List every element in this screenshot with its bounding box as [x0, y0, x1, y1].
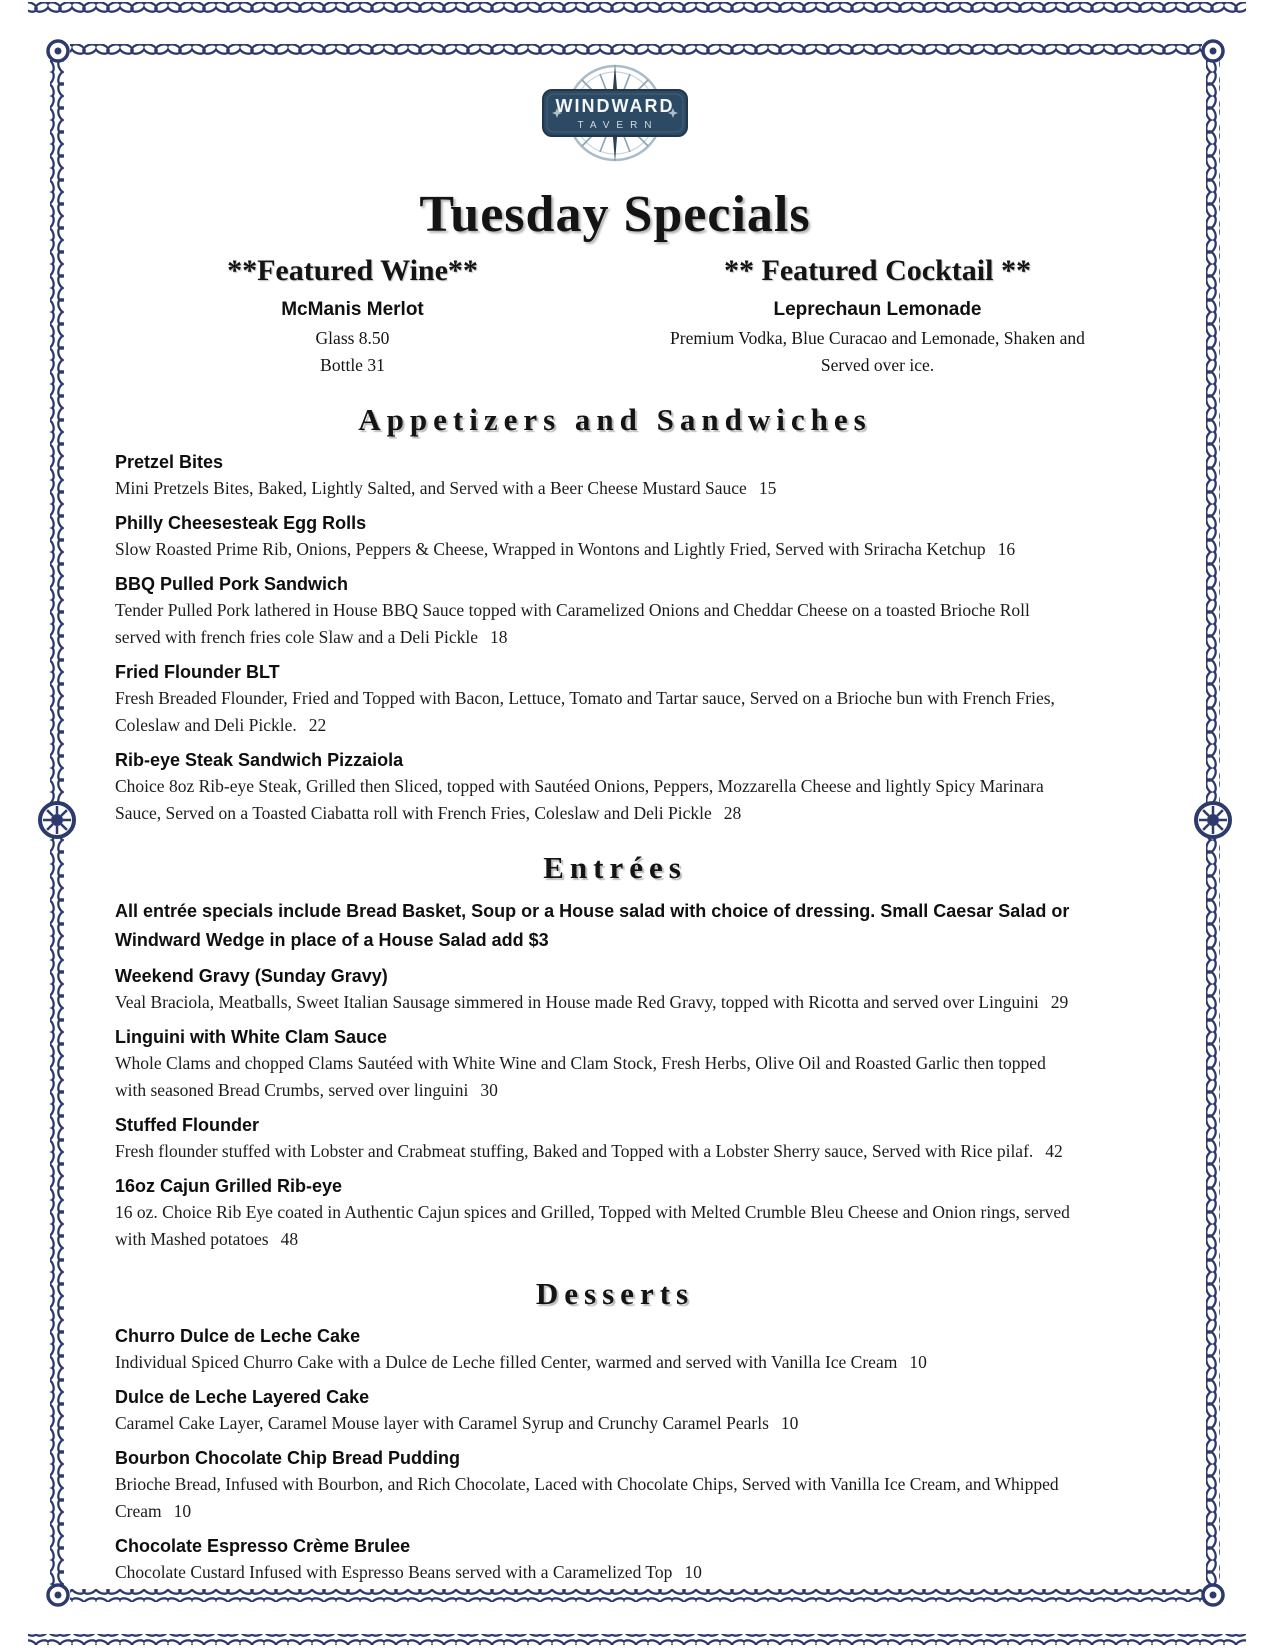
menu-item-desc [115, 800, 1134, 827]
desserts-items [90, 1324, 1140, 1586]
menu-item-price: 42 [1045, 1141, 1063, 1161]
ship-wheel-icon-right [1196, 803, 1230, 837]
menu-item-desc [115, 1498, 1134, 1525]
menu-item-price: 10 [684, 1562, 702, 1582]
frame-bottom-rope [70, 1589, 1202, 1602]
featured-wine-heading: **Featured Wine** [227, 254, 478, 287]
desc-text: Fresh flounder stuffed with Lobster and Crabmeat stuffing, Baked and Topped with a Lobster Sherry sauce, Served with Rice pilaf. [115, 1141, 1034, 1161]
menu-item-name: Churro Dulce de Leche Cake [115, 1326, 361, 1346]
menu-item-name: Fried Flounder BLT [115, 662, 280, 682]
corner-ring-top-left [48, 41, 68, 61]
menu-item-desc [115, 1199, 1134, 1226]
menu-item-desc [115, 1138, 1134, 1165]
menu-item-price: 10 [173, 1501, 192, 1521]
menu-item [115, 1324, 1134, 1376]
menu-item-name: 16oz Cajun Grilled Rib-eye [115, 1176, 343, 1196]
menu-item-price: 48 [280, 1229, 299, 1249]
section-heading-entrees: Entrées [543, 850, 687, 885]
entrees-note-line: Windward Wedge in place of a House Salad add $3 [115, 930, 549, 950]
desc-text: with seasoned Bread Crumbs, served over linguini [115, 1080, 469, 1100]
menu-item [115, 1385, 1134, 1437]
desc-text: Coleslaw and Deli Pickle. [115, 715, 297, 735]
menu-item-desc [115, 536, 1134, 563]
featured-wine-glass-price: Glass 8.50 [315, 328, 390, 348]
menu-item-price: 10 [780, 1413, 799, 1433]
bottom-edge-rope [28, 1634, 1246, 1645]
menu-item [115, 1113, 1134, 1165]
menu-item [115, 572, 1134, 651]
menu-item-desc [115, 1559, 1134, 1586]
desc-text: Slow Roasted Prime Rib, Onions, Peppers & Cheese, Wrapped in Wontons and Lightly Fried, Served with Sriracha Ketchup [115, 539, 986, 559]
windward-tavern-logo [530, 50, 700, 185]
menu-item [115, 964, 1134, 1016]
top-edge-rope [28, 2, 1246, 13]
menu-item-price: 15 [758, 478, 777, 498]
featured-wine-name: McManis Merlot [281, 299, 424, 320]
featured-cocktail-heading: ** Featured Cocktail ** [724, 254, 1031, 287]
section-heading-desserts: Desserts [535, 1276, 695, 1311]
menu-item-desc [115, 1050, 1134, 1077]
desc-text: with Mashed potatoes [115, 1229, 269, 1249]
menu-item-name: BBQ Pulled Pork Sandwich [115, 574, 349, 594]
menu-item-price: 10 [909, 1352, 927, 1372]
section-heading-appetizers: Appetizers and Sandwiches [358, 402, 872, 437]
desc-text: Fresh Breaded Flounder, Fried and Topped with Bacon, Lettuce, Tomato and Tartar sauce, Served on a Brioche bun with French Fries, [115, 688, 1055, 708]
menu-item [115, 660, 1134, 739]
featured-wine-bottle-price: Bottle 31 [320, 355, 385, 375]
menu-item [115, 1446, 1134, 1525]
featured-cocktail-desc-line: Served over ice. [820, 355, 935, 375]
menu-item-desc [115, 1226, 1134, 1253]
desc-text: Tender Pulled Pork lathered in House BBQ Sauce topped with Caramelized Onions and Cheddar Cheese on a toasted Brioche Roll [115, 600, 1030, 620]
menu-item-name: Linguini with White Clam Sauce [115, 1027, 388, 1047]
desc-text: Caramel Cake Layer, Caramel Mouse layer with Caramel Syrup and Crunchy Caramel Pearls [115, 1413, 769, 1433]
menu-item-name: Stuffed Flounder [115, 1115, 259, 1135]
desc-text: Whole Clams and chopped Clams Sautéed with White Wine and Clam Stock, Fresh Herbs, Olive Oil and Roasted Garlic then topped [115, 1053, 1046, 1073]
menu-item-desc [115, 475, 1134, 502]
menu-item-desc [115, 989, 1134, 1016]
entrees-items [90, 897, 1140, 1253]
featured-cocktail [615, 253, 1140, 379]
menu-item-price: 22 [308, 715, 327, 735]
logo-text-tavern: TAVERN [577, 120, 659, 131]
menu-item [115, 1025, 1134, 1104]
menu-item-name: Rib-eye Steak Sandwich Pizzaiola [115, 750, 404, 770]
desc-text: served with french fries cole Slaw and a Deli Pickle [115, 627, 478, 647]
menu-item-desc [115, 712, 1134, 739]
menu-item [115, 748, 1134, 827]
menu-item-price: 16 [997, 539, 1016, 559]
featured-cocktail-name: Leprechaun Lemonade [773, 299, 982, 320]
menu-item-price: 29 [1050, 992, 1069, 1012]
desc-text: Cream [115, 1501, 162, 1521]
corner-ring-top-right [1203, 41, 1223, 61]
menu-item-price: 18 [490, 627, 508, 647]
desc-text: Choice 8oz Rib-eye Steak, Grilled then Sliced, topped with Sautéed Onions, Peppers, Mozzarella Cheese and lightly Spicy Marinara [115, 776, 1044, 796]
ship-wheel-icon-left [40, 803, 74, 837]
appetizers-items [90, 450, 1140, 827]
menu-item-price: 30 [480, 1080, 498, 1100]
menu-item-price: 28 [723, 803, 742, 823]
desc-text: Individual Spiced Churro Cake with a Dulce de Leche filled Center, warmed and served with Vanilla Ice Cream [115, 1352, 898, 1372]
desc-text: 16 oz. Choice Rib Eye coated in Authentic Cajun spices and Grilled, Topped with Melted Crumble Bleu Cheese and Onion rings, served [115, 1202, 1070, 1222]
desc-text: Chocolate Custard Infused with Espresso Beans served with a Caramelized Top [115, 1562, 673, 1582]
menu-content [90, 50, 1140, 1586]
menu-item-desc [115, 1471, 1134, 1498]
corner-ring-bottom-right [1203, 1585, 1223, 1605]
logo-text-windward: WINDWARD [555, 96, 675, 116]
menu-item-desc [115, 1349, 1134, 1376]
menu-item-name: Bourbon Chocolate Chip Bread Pudding [115, 1448, 460, 1468]
menu-item [115, 1534, 1134, 1586]
desc-text: Brioche Bread, Infused with Bourbon, and Rich Chocolate, Laced with Chocolate Chips, Served with Vanilla Ice Cream, and Whipped [115, 1474, 1059, 1494]
menu-item-name: Philly Cheesesteak Egg Rolls [115, 513, 367, 533]
menu-item [115, 511, 1134, 563]
menu-item-name: Pretzel Bites [115, 452, 224, 472]
desc-text: Mini Pretzels Bites, Baked, Lightly Salted, and Served with a Beer Cheese Mustard Sauce [115, 478, 747, 498]
menu-item-desc [115, 1077, 1134, 1104]
menu-item-name: Chocolate Espresso Crème Brulee [115, 1536, 411, 1556]
featured-wine [90, 253, 615, 379]
menu-item-name: Weekend Gravy (Sunday Gravy) [115, 966, 388, 986]
compass-logo-icon [530, 50, 700, 180]
menu-item-desc [115, 773, 1134, 800]
featured-cocktail-desc-line: Premium Vodka, Blue Curacao and Lemonade, Shaken and [670, 328, 1085, 348]
menu-item [115, 1174, 1134, 1253]
menu-item-desc [115, 597, 1134, 624]
menu-item-desc [115, 685, 1134, 712]
page-title: Tuesday Specials [419, 186, 811, 243]
menu-item-desc [115, 624, 1134, 651]
desc-text: Sauce, Served on a Toasted Ciabatta roll with French Fries, Coleslaw and Deli Pickle [115, 803, 712, 823]
corner-ring-bottom-left [48, 1585, 68, 1605]
desc-text: Veal Braciola, Meatballs, Sweet Italian Sausage simmered in House made Red Gravy, topped with Ricotta and served over Linguini [115, 992, 1039, 1012]
entrees-note-line: All entrée specials include Bread Basket, Soup or a House salad with choice of dressing. Small Caesar Salad or [115, 901, 1070, 921]
menu-item-name: Dulce de Leche Layered Cake [115, 1387, 370, 1407]
featured-row [90, 253, 1140, 379]
menu-item [115, 450, 1134, 502]
menu-item-desc [115, 1410, 1134, 1437]
